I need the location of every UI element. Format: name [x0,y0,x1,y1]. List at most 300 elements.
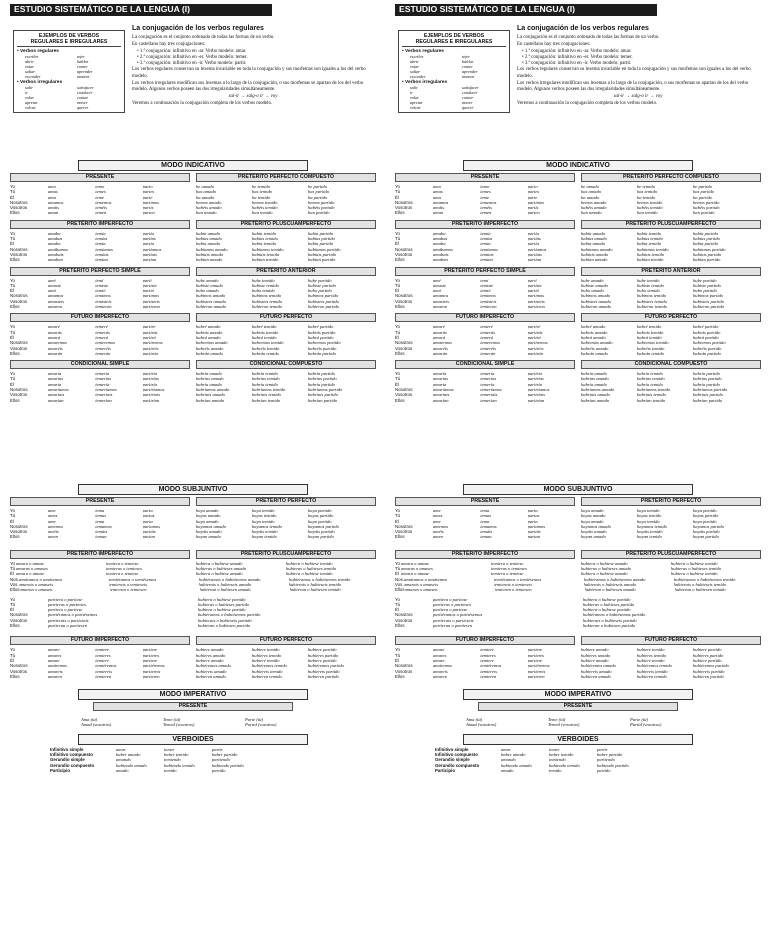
verb-form: hubieran o hubiesen partido [198,623,251,629]
verb-form: partimos [142,293,159,299]
verb-form: temáis [480,529,493,535]
verb-form: amara o amase [16,560,45,566]
verb-form: amaran o amasen [404,587,438,593]
verb-form: partiría [142,381,157,387]
verb-form: amaras o amases [401,566,433,572]
tense-block [10,313,190,356]
verb-form: hubiere partido [308,657,337,663]
verb-form: amamos [48,199,64,205]
verb-example: tejer [77,54,85,59]
pronoun: Ellos [395,673,405,679]
verb-form: hayan temido [637,534,662,540]
pronoun: Vosotros [10,251,28,257]
verb-form: hubiere amado [196,657,224,663]
verb-form: amaron [48,304,63,310]
verb-form: temerías [95,376,112,382]
verb-form: habremos amado [581,340,613,346]
verb-form: temes [95,189,106,195]
verb-form: partió [527,288,539,294]
verb-form: hubiereis temido [252,668,283,674]
pronoun: Nosotros [10,663,28,669]
subjuntivo-imperfecto-grid [10,550,376,561]
verb-form: hubierais o hubieseis temido [673,581,727,587]
verb-form: hubiere amado [581,647,609,653]
verb-form: temeréis [480,345,496,351]
verb-form: amarás [48,329,62,335]
verb-form: había partido [693,241,719,247]
table-row [10,534,190,539]
verb-form: hubieres partido [308,652,339,658]
verb-example: tejer [462,54,470,59]
verb-form: teme [480,194,489,200]
verb-form: amarás [433,329,447,335]
verb-form: haya partido [308,508,332,513]
verb-form: amabais [433,251,449,257]
verb-form: habremos partido [693,340,726,346]
verb-example: comer [462,64,473,69]
verb-form: temía [95,241,106,247]
verb-form: hubiste amado [581,282,608,288]
verb-form: parto [527,184,538,189]
verb-form: hubieran o hubiesen temido [674,587,726,593]
verb-form: hayamos amado [196,523,226,529]
verb-form: temerás [95,329,110,335]
tense-title: FUTURO PERFECTO [581,636,761,645]
verb-form: había amado [196,241,221,247]
verb-form: habréis amado [196,345,224,351]
verb-form: hubieron amado [581,304,612,310]
verb-form: temiere [95,647,109,653]
verb-example: satisfacer [462,85,479,90]
indicativo-title: MODO INDICATIVO [78,160,308,171]
verb-form: amaron [433,304,448,310]
tense-block [10,220,190,263]
verb-form: hayan temido [252,534,277,540]
verb-form: teméis [480,205,493,211]
intro-p1: La conjugación es el conjunto ordenado de todas las formas de un verbo. [132,35,275,40]
list-item: • 2.ª conjugación: infinitivo en -er. Verbo modelo: temer. [522,55,633,61]
verb-form: amarían [48,397,64,403]
verb-form: habría partido [693,371,720,377]
list-item: • 3.ª conjugación: infinitivo en -ir. Verbo modelo: partir. [137,61,247,67]
verb-form: hubiste temido [252,282,279,288]
pronoun: Yo [395,277,400,283]
verb-form: temo [95,184,105,189]
verb-form: habiendo partido [597,762,629,768]
verboide-label: Infinitivo simple [435,746,469,752]
verb-form: habéis amado [196,205,222,211]
verb-form: hubisteis amado [196,298,226,304]
pronoun: Ellos [395,397,405,403]
verb-form: habéis amado [581,205,607,211]
verb-form: temierais o temieseis [493,581,533,587]
verb-form: habría amado [581,381,607,387]
indicativo-title: MODO INDICATIVO [463,160,693,171]
pronoun: Ellos [10,673,20,679]
verb-form: hubieras o hubieses temido [286,566,337,572]
verb-form: había temido [637,230,662,236]
verb-form: temiera o temiese [106,560,139,566]
verb-form: hubieras o hubieses amado [196,566,247,572]
verb-form: hemos partido [693,199,720,205]
pronoun: Yo [10,508,15,513]
verb-form: hemos temido [637,199,663,205]
verb-form: habíais amado [581,251,609,257]
pronoun: Vosotros [10,668,28,674]
verb-form: temiera o temiese [491,560,524,566]
regulares-label: • Verbos regulares [17,49,59,54]
verb-form: amaran o amasen [19,587,53,593]
pronoun: Yo [395,560,400,566]
verb-form: hube amado [196,277,219,283]
verb-form: partisteis [527,298,545,304]
verb-form: habéis partido [693,205,720,211]
verb-form: hubiera o hubiese partido [583,607,631,613]
verb-form: habéis partido [308,205,335,211]
verb-form: temerás [480,329,495,335]
verb-form: hubieras o hubieses temido [671,566,722,572]
pronoun: Él [395,288,399,294]
verboides-table [10,747,376,773]
verb-form: habrás temido [252,329,279,335]
verb-form: ames [433,513,443,519]
verb-form: amáremos [433,663,452,669]
verb-form: partí [527,277,537,283]
verb-example: contar [77,95,89,100]
verb-form: hubieren temido [637,673,667,679]
verb-form: temáis [95,529,108,535]
verb-form: amaría [48,381,62,387]
pronoun: Nosotros [10,612,28,618]
verb-form: temer [549,746,560,752]
tense-title: PRETÉRITO PERFECTO SIMPLE [395,267,575,276]
tense-block [395,267,575,310]
verb-form: hayamos amado [581,523,611,529]
verb-form: partido [212,767,226,773]
verb-form: partiere [142,647,158,653]
verb-example: volar [25,95,35,100]
verb-example: hablar [77,59,89,64]
verb-form: parten [142,210,155,216]
pronoun: Ellos [395,304,405,310]
verb-example: apretar [410,100,423,105]
verb-form: tema [95,518,105,524]
verb-example: escribir [410,54,424,59]
verb-form: aman [433,210,444,216]
tense-title: FUTURO PERFECTO [196,313,376,322]
pronoun: Yo [10,560,15,566]
verb-form: amamos [433,293,449,299]
examples-title: EJEMPLOS DE VERBOS REGULARES E IRREGULARES [17,33,121,47]
verb-form: temías [95,236,108,242]
irregulares-label: • Verbos irregulares [402,80,448,85]
intro-text [517,24,759,108]
table-row [395,587,761,592]
verb-form: amare [48,657,60,663]
verb-form: hubieron partido [693,304,725,310]
pronoun: Él [395,381,399,387]
table-row [10,722,376,727]
verb-form: hayamos partido [693,523,725,529]
pronoun: Ellos [10,257,20,263]
verb-form: amarais o amaseis [18,581,54,587]
verb-form: partiré [142,324,156,330]
verb-form: hubiera o hubiese temido [286,571,333,577]
verb-form: hayan amado [581,534,606,540]
verb-form: hubieren partido [693,673,724,679]
verb-form: amara o amase [401,571,430,577]
intro-title: La conjugación de los verbos regulares [517,25,649,32]
table-row [395,674,575,679]
verb-form: temiéremos [480,663,502,669]
verb-form: temían [480,257,493,263]
verb-form: partieras o partieses [433,601,472,607]
pronoun: Nosotros [10,387,28,393]
verb-form: habíamos temido [252,246,284,252]
verb-form: amamos [433,199,449,205]
verb-form: habrían amado [196,397,225,403]
verb-form: partieran o partiesen [433,623,473,629]
verb-form: amabas [433,236,448,242]
table-row [581,674,761,679]
verb-form: hubieren amado [196,673,226,679]
verb-form: hubiéremos amado [196,663,231,669]
verb-form: partiéramos o partiésemos [48,612,98,618]
verb-form: haya partido [693,518,717,524]
pronoun: Ellos [10,587,20,593]
verb-form: habré temido [637,324,662,330]
verb-form: partiendo [212,757,230,763]
verb-form: habréis temido [637,345,665,351]
verb-form: habré partido [693,324,719,330]
verb-form: Amad (vosotros) [466,722,497,728]
verb-example: querer [77,105,89,110]
verb-form: amaban [433,257,448,263]
tense-title: CONDICIONAL SIMPLE [395,360,575,369]
table-row [395,304,575,309]
table-row [581,257,761,262]
pronoun: Él [395,657,399,663]
verb-form: amen [433,534,443,540]
verb-form: temíamos [95,246,113,252]
subjuntivo-title: MODO SUBJUNTIVO [78,484,308,495]
table-row [196,257,376,262]
verboides-title: VERBOIDES [78,734,308,745]
verb-form: hubieras o hubieses amado [581,566,632,572]
verb-form: hubiéremos partido [693,663,729,669]
verb-form: partirás [527,329,543,335]
verb-form: habría amado [196,381,222,387]
subjuntivo-imperfecto-rows [395,561,761,593]
verb-example: contar [462,95,474,100]
verb-form: partamos [142,523,161,529]
pronoun: Tú [395,329,401,335]
verb-form: temeríamos [95,387,117,393]
verb-form: amo [48,184,56,189]
verb-form: partiera o partiese [48,607,83,613]
verb-example: satisfacer [77,85,94,90]
verb-form: amáramos o amásemos [19,576,63,582]
page-header: ESTUDIO SISTEMÁTICO DE LA LENGUA (I) [10,4,272,16]
verb-form: habremos temido [637,340,669,346]
verb-form: partiéramos o partiésemos [433,612,483,618]
pronoun: Tú [10,566,16,572]
verb-form: había temido [252,241,277,247]
verb-form: hayamos partido [308,523,340,529]
verb-form: amaremos [433,340,452,346]
verb-form: Ama (tú) [466,717,483,723]
verb-form: temeremos [95,340,116,346]
verb-form: amasteis [48,298,65,304]
verb-form: hubiereis partido [308,668,340,674]
verb-form: partirá [142,334,156,340]
verb-form: amado [501,767,514,773]
verb-example: mover [462,100,473,105]
list-item: • 3.ª conjugación: infinitivo en -ir. Verbo modelo: partir. [522,61,632,67]
verb-form: han temido [637,210,658,216]
verb-example: conducir [462,90,478,95]
tense-title: PRESENTE [395,173,575,182]
verb-form: temieras o temieses [106,566,142,572]
verb-form: habré amado [581,324,606,330]
pronoun: Yo [395,184,400,189]
verb-form: habría partido [308,381,335,387]
pronoun: Él [10,518,14,524]
table-row [50,768,376,773]
verb-form: amen [48,534,58,540]
table-row [10,398,190,403]
verb-form: amemos [433,523,449,529]
verb-form: hubieran o hubiesen amado [199,587,251,593]
pronoun: Yo [395,508,400,513]
intro-p2: En castellano hay tres conjugaciones: [132,42,206,48]
verb-form: Amad (vosotros) [81,722,112,728]
verb-form: hubisteis temido [637,298,667,304]
pronoun: Yo [10,596,15,602]
verb-form: habríais temido [637,392,666,398]
tense-block [196,173,376,216]
verb-form: hubiéremos temido [252,663,287,669]
verb-form: habéis temido [637,205,663,211]
verb-form: temiereis [480,668,497,674]
verb-form: hube temido [252,277,275,283]
verb-form: Partid (vosotros) [630,722,662,728]
verb-form: Temed (vosotros) [548,722,580,728]
verb-form: partiréis [142,345,159,351]
verb-form: habíais partido [693,251,722,257]
verb-form: habría temido [252,371,278,377]
tense-title: PRETÉRITO IMPERFECTO [10,220,190,229]
verb-form: hube amado [581,277,604,283]
tense-title: PRETÉRITO PERFECTO COMPUESTO [581,173,761,182]
verb-form: amemos [48,523,64,529]
verb-form: partan [527,534,540,540]
verb-form: haya temido [252,518,275,524]
verb-form: haber amado [116,752,141,758]
verb-form: habrías amado [581,376,609,382]
verb-form: has amado [581,189,602,195]
intro-p5: Veremos a continuación la conjugación completa de los verbos modelo. [517,100,658,106]
verb-form: temieres [95,652,111,658]
verb-form: hubiéremos partido [308,663,344,669]
verb-form: habréis partido [308,345,337,351]
verb-form: temimos [95,293,111,299]
tense-block [581,360,761,403]
verb-form: temiera o temiese [106,571,139,577]
pronoun: Nosotros [395,340,413,346]
verb-form: hayas temido [252,513,277,519]
imperativo-presente: PRESENTE [93,702,293,711]
verb-form: temíamos [480,246,498,252]
verb-form: habrán temido [252,350,279,356]
verb-form: Teme (tú) [163,717,181,723]
verb-form: has partido [693,189,715,195]
verb-form: partiera o partiese [48,596,83,602]
pronoun: Ellos [395,257,405,263]
verb-form: teman [480,534,492,540]
tense-block [196,267,376,310]
pronoun: Vosotros [395,345,413,351]
verb-form: habría temido [637,371,663,377]
verb-form: partierais o partieseis [433,617,474,623]
verb-form: he temido [252,184,270,189]
verb-form: habrán amado [196,350,223,356]
verb-form: amara o amase [16,571,45,577]
verb-form: temido [549,767,562,773]
verb-form: habíais amado [196,251,224,257]
verb-form: habréis partido [693,345,722,351]
tense-block [10,173,190,216]
verb-form: temamos [95,523,112,529]
verb-form: temiendo [164,757,181,763]
verb-form: partiría [142,371,157,377]
list-item [17,74,121,79]
verb-form: temisteis [480,298,497,304]
verb-form: hubieren temido [252,673,282,679]
table-row [196,210,376,215]
pronoun: Tú [10,189,16,195]
verb-form: temiereis [95,668,112,674]
verb-form: habrá temido [252,334,277,340]
verb-form: temíais [480,251,494,257]
verb-form: amé [433,277,441,283]
tense-title: CONDICIONAL COMPUESTO [581,360,761,369]
verb-form: partiéremos [527,663,550,669]
verboide-label: Participio [50,767,71,773]
verb-form: habrás temido [637,329,664,335]
pronoun: Tú [395,282,401,288]
pronoun: Tú [395,189,401,195]
verb-form: hubieron amado [196,304,227,310]
verb-form: partiría [527,371,542,377]
verb-form: hubiste partido [308,282,336,288]
imperativo-forms [395,717,761,728]
pronoun: Él [10,571,14,577]
verb-form: hubiera o hubiese partido [198,607,246,613]
pronoun: Él [395,194,399,200]
verb-form: partan [142,534,155,540]
verb-form: temiera o temiese [491,571,524,577]
pronoun: Ellos [10,534,20,540]
verb-form: amas [433,189,443,195]
verb-form: hubieres partido [693,652,724,658]
verb-form: amares [433,652,447,658]
verb-form: Teme (tú) [548,717,566,723]
verb-form: amará [48,334,60,340]
verb-form: habrás partido [308,329,336,335]
verb-form: haber temido [549,752,574,758]
verb-form: hubiera o hubiese temido [671,560,718,566]
